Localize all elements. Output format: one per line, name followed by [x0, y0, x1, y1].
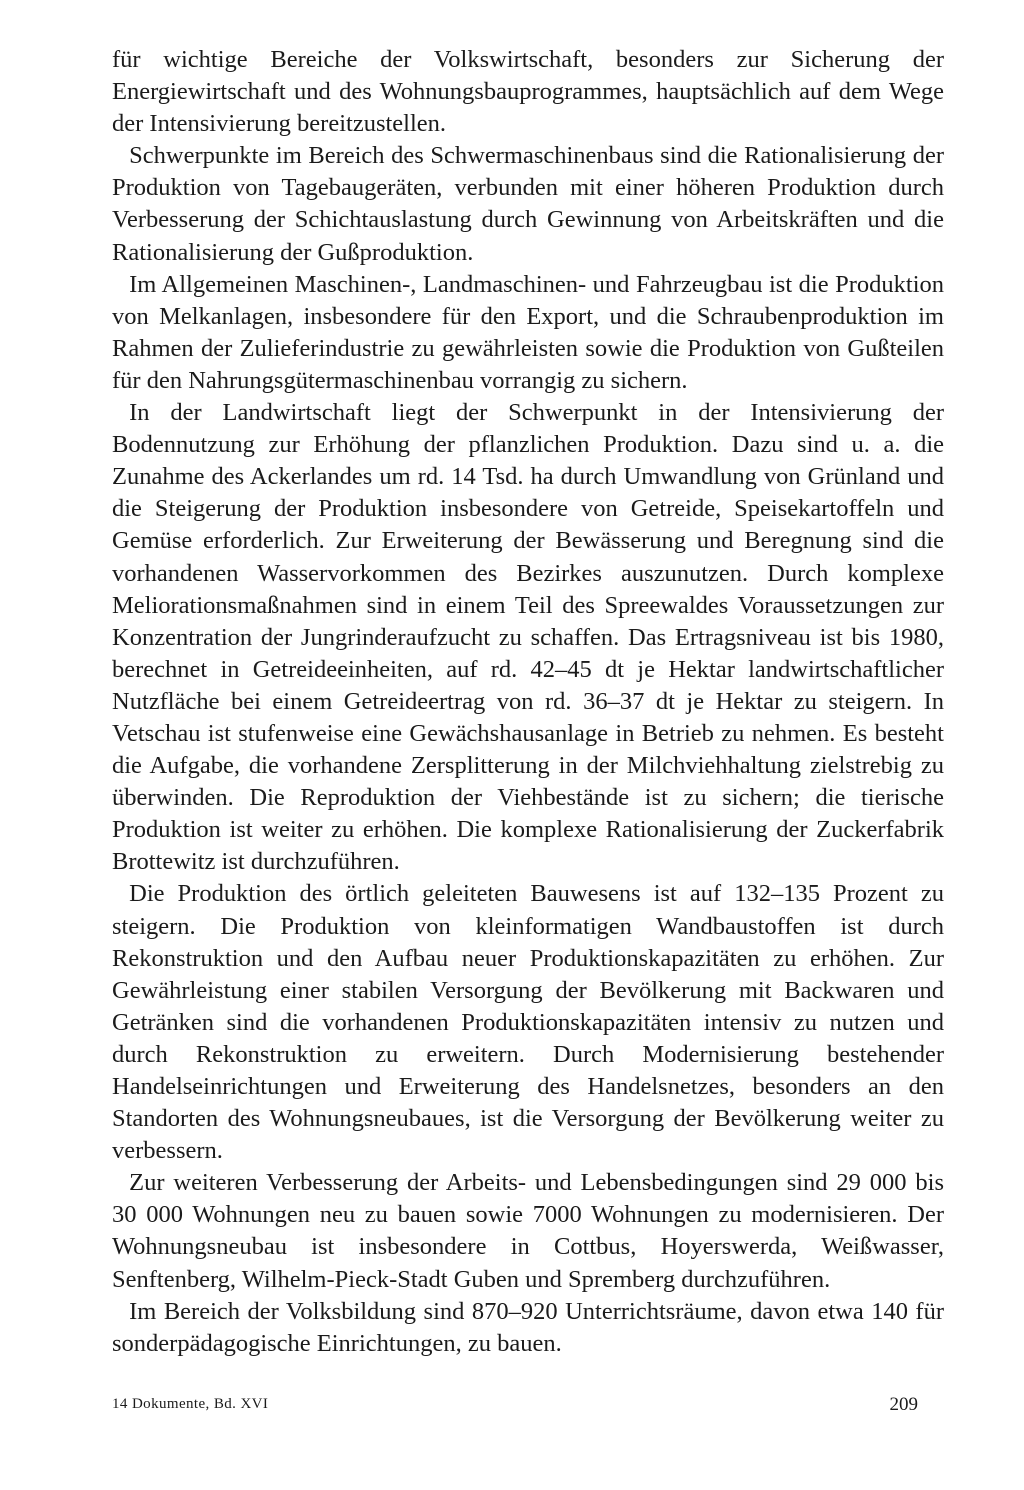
page-number: 209 — [889, 1394, 918, 1415]
paragraph-machine-building: Im Allgemeinen Maschinen-, Landmaschinen- und Fahrzeugbau ist die Produktion von Melkanlagen, insbesondere für den Export, und die Schraubenproduktion im Rahmen der Zulieferindustrie zu gewährleisten sowie die Produktion von Gußteilen für den Nahrungsgütermaschinenbau vorrangig zu sichern. — [112, 270, 944, 394]
paragraph-housing: Zur weiteren Verbesserung der Arbeits- und Lebensbedingungen sind 29 000 bis 30 000 Wohnungen neu zu bauen sowie 7000 Wohnungen zu modernisieren. Der Wohnungsneubau ist insbesondere in Cottbus, Hoyerswerda, Weißwasser, Senftenberg, Wilhelm-Pieck-Stadt Guben und Spremberg durchzuführen. — [112, 1169, 944, 1293]
paragraph-education: Im Bereich der Volksbildung sind 870–920 Unterrichtsräume, davon etwa 140 für sonderpädagogische Einrichtungen, zu bauen. — [112, 1297, 944, 1357]
page-body — [112, 44, 944, 1360]
page-footer — [112, 1394, 918, 1424]
paragraph-continuation: für wichtige Bereiche der Volkswirtschaft, besonders zur Sicherung der Energiewirtschaft und des Wohnungsbauprogrammes, hauptsächlich auf dem Wege der Intensivierung bereitzustellen. — [112, 46, 944, 138]
paragraph-agriculture: In der Landwirtschaft liegt der Schwerpunkt in der Intensivierung der Bodennutzung zur Erhöhung der pflanzlichen Produktion. Dazu sind u. a. die Zunahme des Ackerlandes um rd. 14 Tsd. ha durch Umwandlung von Grünland und die Steigerung der Produktion insbesondere von Getreide, Speisekartoffeln und Gemüse erforderlich. Zur Erweiterung der Bewässerung und Beregnung sind die vorhandenen Wasservorkommen des Bezirkes auszunutzen. Durch komplexe Meliorationsmaßnahmen sind in einem Teil des Spreewaldes Voraussetzungen zur Konzentration der Jungrinderaufzucht zu schaffen. Das Ertragsniveau ist bis 1980, berechnet in Getreideeinheiten, auf rd. 42–45 dt je Hektar landwirtschaftlicher Nutzfläche bei einem Getreideertrag von rd. 36–37 dt je Hektar zu steigern. In Vetschau ist stufenweise eine Gewächshausanlage in Betrieb zu nehmen. Es besteht die Aufgabe, die vorhandene Zersplitterung in der Milchviehhaltung zielstrebig zu überwinden. Die Reproduktion der Viehbestände ist zu sichern; die tierische Produktion ist weiter zu erhöhen. Die komplexe Rationalisierung der Zuckerfabrik Brottewitz ist durchzuführen. — [112, 399, 944, 876]
paragraph-heavy-machinery: Schwerpunkte im Bereich des Schwermaschinenbaus sind die Rationalisierung der Produktion von Tagebaugeräten, verbunden mit einer höheren Produktion durch Verbesserung der Schichtauslastung durch Gewinnung von Arbeitskräften und die Rationalisierung der Gußproduktion. — [112, 142, 944, 266]
paragraph-construction: Die Produktion des örtlich geleiteten Bauwesens ist auf 132–135 Prozent zu steigern. Die Produktion von kleinformatigen Wandbaustoffen ist durch Rekonstruktion und den Aufbau neuer Produktionskapazitäten zu erhöhen. Zur Gewährleistung einer stabilen Versorgung der Bevölkerung mit Backwaren und Getränken sind die vorhandenen Produktionskapazitäten intensiv zu nutzen und durch Rekonstruktion zu erweitern. Durch Modernisierung bestehender Handelseinrichtungen und Erweiterung des Handelsnetzes, besonders an den Standorten des Wohnungsneubaues, ist die Versorgung der Bevölkerung weiter zu verbessern. — [112, 880, 944, 1165]
signature-note: 14 Dokumente, Bd. XVI — [112, 1396, 269, 1412]
